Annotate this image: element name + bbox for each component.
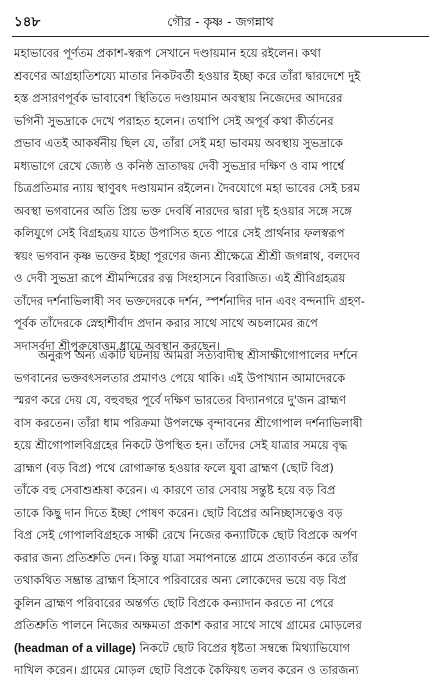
paragraph-1 bbox=[14, 42, 429, 357]
text-line: স্বয়ং ভগবান কৃষ্ণ ভক্তের ইচ্ছা পূরণের জন্য শ্রীক্ষেত্রে শ্রীশ্রী জগন্নাথ, বলদেব bbox=[14, 248, 360, 263]
text-line: তাকে কিছু দান দিতে ইচ্ছা পোষণ করেন। ছোট বিপ্রের অনিচ্ছাসত্বেও বড় bbox=[14, 505, 343, 520]
page-header bbox=[14, 12, 427, 36]
text-line: তাঁকে বহু সেবাশুশ্রূষা করেন। এ কারণে তার সেবায় সন্তুষ্ট হয়ে বড় বিপ্র bbox=[14, 483, 336, 497]
text-line: মহাভাবের পূর্ণতম প্রকাশ-স্বরূপ সেখানে দণ্ডায়মান হয়ে রইলেন। কথা bbox=[14, 46, 321, 60]
page-number: ১৪৮ bbox=[14, 14, 41, 30]
text-line: শ্রবণের আগ্রহাতিশয্যে মাতার নিকটবর্তী হওয়ার ইচ্ছা করে তাঁরা দ্বারদেশে দুই bbox=[14, 68, 361, 83]
text-line: হয়ে শ্রীগোপালবিগ্রহের নিকটে উপস্থিত হন। তাঁদের সেই যাত্রার সময়ে বৃদ্ধ bbox=[14, 438, 348, 452]
text-line: বিপ্র সেই গোপালবিগ্রহকে সাক্ষী রেখে নিজের কন্যাটিকে ছোট বিপ্রকে অর্পণ bbox=[14, 528, 358, 542]
text-line: ভগিনী সুভদ্রাকে দেখে পরাহত হলেন। তথাপি সেই অপূর্ব কথা কীর্তনের bbox=[14, 113, 334, 128]
text-line: কলিযুগে সেই বিগ্রহত্রয় যাতে উপাসিত হতে পারে সেই প্রার্থনার ফলস্বরূপ bbox=[14, 226, 345, 240]
text-line: অবস্থা ভগবানের অতি প্রিয় ভক্ত দেবর্ষি নারদের দ্বারা দৃষ্ট হওয়ার সঙ্গে সঙ্গে bbox=[14, 203, 352, 218]
text-line: তাঁদের দর্শনাভিলাষী সব ভক্তদেরকে দর্শন, স্পর্শনাদির দান এবং বন্দনাদি গ্রহণ- bbox=[14, 293, 365, 308]
text-line: বাস করতেন। তাঁরা ধাম পরিক্রমা উপলক্ষে বৃন্দাবনের শ্রীগোপাল দর্শনাভিলাষী bbox=[14, 415, 363, 430]
text-line: প্রভাব এতই আকর্ষনীয় ছিল যে, তাঁরা সেই মহা ভাবময় অবস্থায় সুভদ্রাকে bbox=[14, 136, 343, 150]
text-line: অনুরূপ অন্য একটি ঘটনায় আমরা সত্যবাদীস্থ শ্রীসাক্ষীগোপালের দর্শনে bbox=[38, 348, 358, 362]
text-line: তথাকথিত সম্ভ্রান্ত ব্রাহ্মণ হিসাবে পরিবারের অন্য লোকেদের ভয়ে বড় বিপ্র bbox=[14, 573, 347, 587]
header-rule bbox=[12, 36, 429, 37]
text-line: সদাসর্বদা শ্রীপুরুষোত্তম ধামে অবস্থান করছেন। bbox=[14, 338, 221, 353]
text-line: করার জন্য প্রতিশ্রুতি দেন। কিন্তু যাত্রা সমাপনান্তে গ্রামে প্রত্যাবর্তন করে তাঁর bbox=[14, 550, 359, 565]
paragraph-2 bbox=[14, 344, 429, 682]
text-line-remainder: নিকটে ছোট বিপ্রের ধৃষ্টতা সম্বন্ধে মিথ্যাভিযোগ bbox=[139, 640, 351, 655]
text-line: দাখিল করেন। গ্রামের মোড়ল ছোট বিপ্রকে কৈফিয়ৎ তলব করেন ও তারজন্য bbox=[14, 663, 359, 677]
text-line: ও দেবী সুভদ্রা রূপে শ্রীমন্দিরের রত্ন সিংহাসনে বিরাজিত। এই শ্রীবিগ্রহত্রয় bbox=[14, 271, 346, 285]
inline-english-phrase: (headman of a village) bbox=[14, 641, 136, 655]
text-line: স্মরণ করে দেয় যে, বহুবছর পূর্বে দক্ষিণ ভারতের বিদ্যানগরে দু'জন ব্রাহ্মণ bbox=[14, 393, 346, 407]
text-line: কুলিন ব্রাহ্মণ পরিবারের অন্তর্গত ছোট বিপ্রকে কন্যাদান করতে না পেরে bbox=[14, 595, 334, 610]
text-line: পূর্বক তাঁদেরকে স্নেহাশীর্বাদ প্রদান করার সাথে সাথে অচলামের রূপে bbox=[14, 316, 318, 330]
text-line-with-english bbox=[14, 637, 429, 660]
text-line: মধ্যভাগে রেখে জ্যেষ্ঠ ও কনিষ্ঠ ভ্রাতাদ্বয় দেবী সুভদ্রার দক্ষিণ ও বাম পার্শ্বে bbox=[14, 158, 344, 173]
text-line: ব্রাহ্মণ (বড় বিপ্র) পথে রোগাক্রান্ত হওয়ার ফলে যুবা ব্রাহ্মণ (ছোট বিপ্র) bbox=[14, 460, 334, 475]
text-line: হস্ত প্রসারণপূর্বক ভাবাবেশ স্থিতিতে দণ্ডায়মান অবস্থায় নিজেদের আদরের bbox=[14, 91, 343, 105]
text-line: ভগবানের ভক্তবৎসলতার প্রমাণও পেয়ে থাকি। এই উপাখ্যান আমাদেরকে bbox=[14, 370, 346, 385]
running-title: গৌর - কৃষ্ণ - জগন্নাথ bbox=[167, 14, 274, 29]
text-line: প্রতিশ্রুতি পালনে নিজের অক্ষমতা প্রকাশ করার সাথে সাথে গ্রামের মোড়লের bbox=[14, 618, 362, 632]
text-line: চিত্রপ্রতিমার ন্যায় স্থাণুবৎ দণ্ডায়মান রইলেন। দৈবযোগে মহা ভাবের সেই চরম bbox=[14, 181, 360, 195]
